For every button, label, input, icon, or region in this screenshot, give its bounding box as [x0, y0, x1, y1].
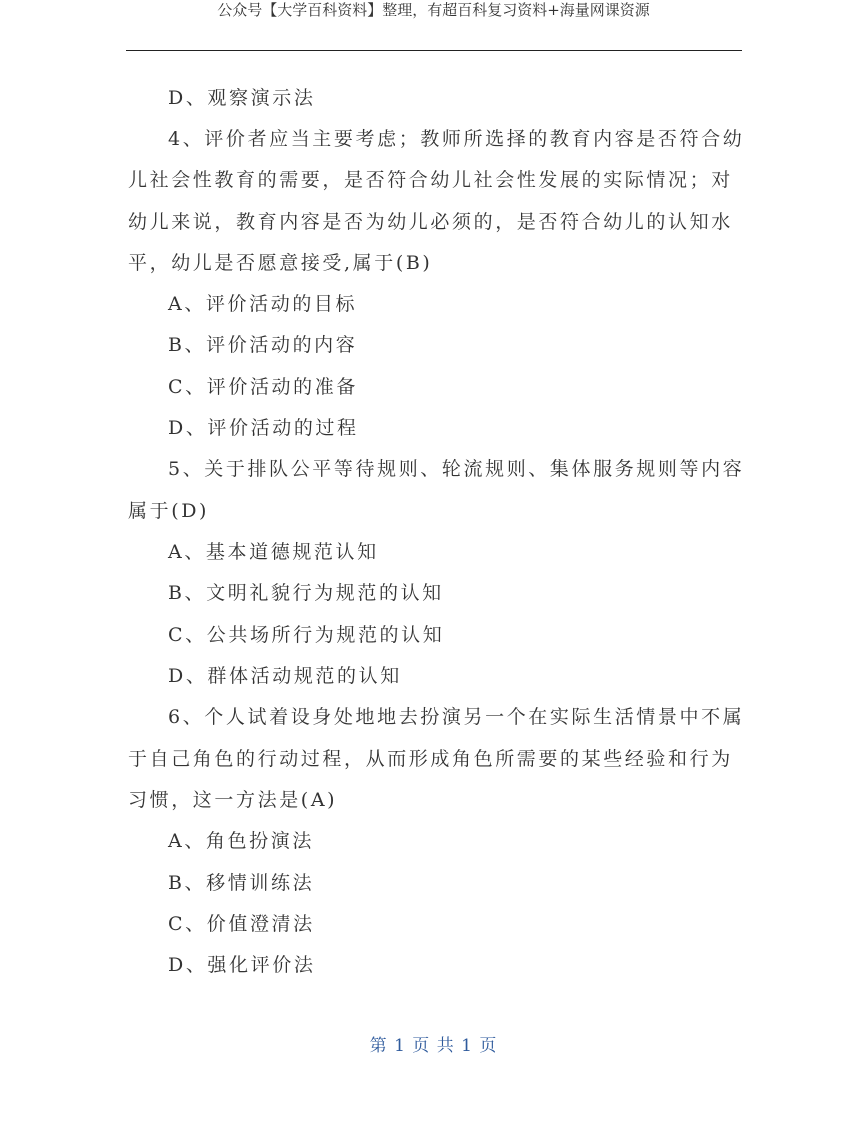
option-line: C、公共场所行为规范的认知 [168, 624, 445, 646]
question-line: 4、评价者应当主要考虑；教师所选择的教育内容是否符合幼 [168, 128, 745, 150]
question-line: 属于(D) [128, 500, 210, 522]
question-line: 平，幼儿是否愿意接受,属于(B) [128, 252, 433, 274]
option-line: A、基本道德规范认知 [168, 541, 379, 563]
header-divider [126, 50, 742, 51]
question-line: 幼儿来说，教育内容是否为幼儿必须的，是否符合幼儿的认知水 [128, 211, 733, 233]
question-line: 习惯，这一方法是(A) [128, 789, 338, 811]
option-line: D、群体活动规范的认知 [168, 665, 402, 687]
option-line: A、评价活动的目标 [168, 293, 358, 315]
option-line: B、评价活动的内容 [168, 334, 358, 356]
option-line: A、角色扮演法 [168, 830, 314, 852]
question-line: 儿社会性教育的需要，是否符合幼儿社会性发展的实际情况；对 [128, 169, 733, 191]
page-footer: 第 1 页 共 1 页 [369, 1036, 498, 1056]
page-header: 公众号【大学百科资料】整理，有超百科复习资料+海量网课资源 [217, 1, 650, 19]
option-line: B、移情训练法 [168, 872, 315, 894]
option-line: D、强化评价法 [168, 954, 316, 976]
option-line: C、评价活动的准备 [168, 376, 358, 398]
question-line: 6、个人试着设身处地地去扮演另一个在实际生活情景中不属 [168, 706, 745, 728]
option-line: C、价值澄清法 [168, 913, 315, 935]
option-line: B、文明礼貌行为规范的认知 [168, 582, 444, 604]
question-line: 于自己角色的行动过程，从而形成角色所需要的某些经验和行为 [128, 748, 733, 770]
question-line: 5、关于排队公平等待规则、轮流规则、集体服务规则等内容 [168, 458, 745, 480]
option-line: D、观察演示法 [168, 87, 316, 109]
option-line: D、评价活动的过程 [168, 417, 359, 439]
